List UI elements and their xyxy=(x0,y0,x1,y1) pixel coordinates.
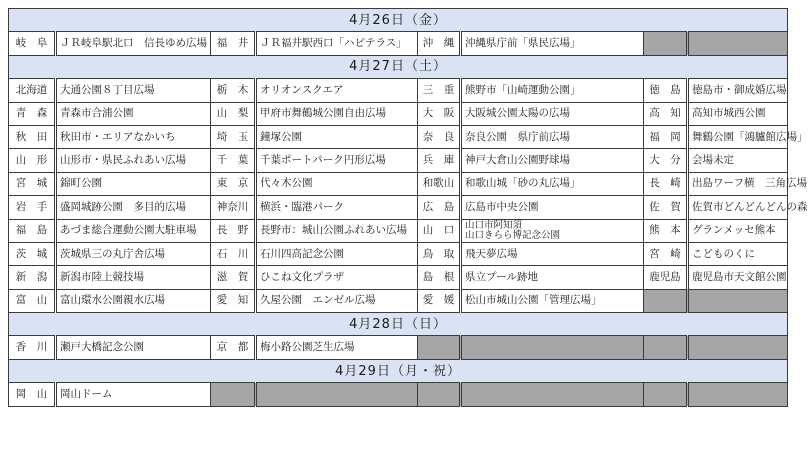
prefecture-cell: 茨 城 xyxy=(9,242,56,265)
schedule-sheet xyxy=(8,8,808,407)
venue-cell: 代々木公園 xyxy=(256,172,418,195)
prefecture-cell: 福 島 xyxy=(9,219,56,242)
prefecture-cell: 福 井 xyxy=(211,32,256,55)
table-row xyxy=(9,289,788,312)
venue-cell: 茨城県三の丸庁舎広場 xyxy=(56,242,211,265)
venue-cell: 岡山ドーム xyxy=(56,383,211,406)
prefecture-cell: 熊 本 xyxy=(644,219,688,242)
venue-cell: ＪＲ福井駅西口「ハピテラス」 xyxy=(256,32,418,55)
prefecture-cell: 青 森 xyxy=(9,102,56,125)
venue-cell: 長野市：城山公園ふれあい広場 xyxy=(256,219,418,242)
venue-cell: 梅小路公園芝生広場 xyxy=(256,336,418,359)
prefecture-cell: 広 島 xyxy=(418,196,461,219)
prefecture-cell: 岡 山 xyxy=(9,383,56,406)
date-header-row xyxy=(9,313,788,336)
venue-cell: グランメッセ熊本 xyxy=(688,219,788,242)
prefecture-cell: 千 葉 xyxy=(211,149,256,172)
table-row xyxy=(9,172,788,195)
venue-cell: 瀬戸大橋記念公園 xyxy=(56,336,211,359)
date-header: 4月27日（土） xyxy=(9,55,788,78)
venue-cell: 大阪城公園太陽の広場 xyxy=(461,102,644,125)
venue-cell: 鐘塚公園 xyxy=(256,125,418,148)
table-row xyxy=(9,196,788,219)
prefecture-cell: 香 川 xyxy=(9,336,56,359)
prefecture-cell: 北海道 xyxy=(9,79,56,102)
venue-cell: 飛天夢広場 xyxy=(461,242,644,265)
prefecture-cell: 鳥 取 xyxy=(418,242,461,265)
venue-cell: 徳島市・御成婚広場 xyxy=(688,79,788,102)
venue-schedule-table xyxy=(8,8,808,407)
prefecture-cell: 和歌山 xyxy=(418,172,461,195)
venue-cell: あづま総合運動公園大駐車場 xyxy=(56,219,211,242)
venue-cell: 和歌山城「砂の丸広場」 xyxy=(461,172,644,195)
prefecture-cell: 兵 庫 xyxy=(418,149,461,172)
venue-cell: 鹿児島市天文館公園 xyxy=(688,266,788,289)
prefecture-cell: 石 川 xyxy=(211,242,256,265)
prefecture-cell: 滋 賀 xyxy=(211,266,256,289)
prefecture-cell: 山 梨 xyxy=(211,102,256,125)
prefecture-cell: 京 都 xyxy=(211,336,256,359)
date-header: 4月28日（日） xyxy=(9,313,788,336)
prefecture-cell: 鹿児島 xyxy=(644,266,688,289)
venue-cell: こどものくに xyxy=(688,242,788,265)
prefecture-cell: 新 潟 xyxy=(9,266,56,289)
prefecture-cell: 秋 田 xyxy=(9,125,56,148)
venue-cell: 甲府市舞鶴城公園自由広場 xyxy=(256,102,418,125)
empty-cell xyxy=(418,383,461,406)
prefecture-cell: 奈 良 xyxy=(418,125,461,148)
prefecture-cell: 愛 媛 xyxy=(418,289,461,312)
venue-cell: 出島ワーフ横 三角広場 xyxy=(688,172,788,195)
venue-cell: 横浜・臨港パーク xyxy=(256,196,418,219)
empty-cell xyxy=(644,32,688,55)
venue-cell: 熊野市「山崎運動公園」 xyxy=(461,79,644,102)
table-row xyxy=(9,383,788,406)
venue-cell xyxy=(461,219,644,242)
table-row xyxy=(9,336,788,359)
venue-cell: 高知市城西公園 xyxy=(688,102,788,125)
empty-cell xyxy=(418,336,461,359)
venue-cell: 松山市城山公園「管理広場」 xyxy=(461,289,644,312)
prefecture-cell: 佐 賀 xyxy=(644,196,688,219)
empty-cell xyxy=(644,336,688,359)
prefecture-cell: 大 分 xyxy=(644,149,688,172)
venue-cell: 青森市合浦公園 xyxy=(56,102,211,125)
venue-line: 山口きらら博記念公園 xyxy=(465,229,561,241)
prefecture-cell: 神奈川 xyxy=(211,196,256,219)
table-row xyxy=(9,219,788,242)
empty-cell xyxy=(461,336,644,359)
prefecture-cell: 宮 城 xyxy=(9,172,56,195)
prefecture-cell: 沖 縄 xyxy=(418,32,461,55)
prefecture-cell: 長 野 xyxy=(211,219,256,242)
empty-cell xyxy=(644,383,688,406)
venue-cell: 会場未定 xyxy=(688,149,788,172)
date-header: 4月26日（金） xyxy=(9,9,788,32)
empty-cell xyxy=(688,336,788,359)
prefecture-cell: 山 形 xyxy=(9,149,56,172)
venue-cell: 広島市中央公園 xyxy=(461,196,644,219)
table-row xyxy=(9,266,788,289)
table-row xyxy=(9,149,788,172)
venue-cell: 山形市・県民ふれあい広場 xyxy=(56,149,211,172)
empty-cell xyxy=(644,289,688,312)
date-header-row xyxy=(9,9,788,32)
prefecture-cell: 岐 阜 xyxy=(9,32,56,55)
empty-cell xyxy=(256,383,418,406)
venue-cell: 沖縄県庁前「県民広場」 xyxy=(461,32,644,55)
venue-cell: 千葉ポートパーク円形広場 xyxy=(256,149,418,172)
table-row xyxy=(9,125,788,148)
table-row xyxy=(9,242,788,265)
prefecture-cell: 三 重 xyxy=(418,79,461,102)
venue-cell: 大通公園８丁目広場 xyxy=(56,79,211,102)
prefecture-cell: 岩 手 xyxy=(9,196,56,219)
prefecture-cell: 宮 崎 xyxy=(644,242,688,265)
venue-line: 山口市阿知須 xyxy=(465,219,523,231)
prefecture-cell: 長 崎 xyxy=(644,172,688,195)
empty-cell xyxy=(461,383,644,406)
table-row xyxy=(9,102,788,125)
venue-cell: ＪＲ岐阜駅北口 信長ゆめ広場 xyxy=(56,32,211,55)
venue-cell: 奈良公園 県庁前広場 xyxy=(461,125,644,148)
venue-cell: 久屋公園 エンゼル広場 xyxy=(256,289,418,312)
venue-cell: 富山環水公園親水広場 xyxy=(56,289,211,312)
date-header-row xyxy=(9,359,788,382)
prefecture-cell: 福 岡 xyxy=(644,125,688,148)
prefecture-cell: 富 山 xyxy=(9,289,56,312)
empty-cell xyxy=(688,383,788,406)
venue-cell: 県立プール跡地 xyxy=(461,266,644,289)
venue-cell: 秋田市・エリアなかいち xyxy=(56,125,211,148)
venue-cell: 新潟市陸上競技場 xyxy=(56,266,211,289)
prefecture-cell: 徳 島 xyxy=(644,79,688,102)
prefecture-cell: 高 知 xyxy=(644,102,688,125)
prefecture-cell: 東 京 xyxy=(211,172,256,195)
prefecture-cell: 山 口 xyxy=(418,219,461,242)
venue-cell: 舞鶴公園「鴻臚館広場」 xyxy=(688,125,788,148)
venue-cell: 錦町公園 xyxy=(56,172,211,195)
prefecture-cell: 大 阪 xyxy=(418,102,461,125)
table-row xyxy=(9,32,788,55)
empty-cell xyxy=(211,383,256,406)
venue-cell: 佐賀市どんどんどんの森 xyxy=(688,196,788,219)
venue-cell: オリオンスクエア xyxy=(256,79,418,102)
empty-cell xyxy=(688,32,788,55)
prefecture-cell: 栃 木 xyxy=(211,79,256,102)
prefecture-cell: 島 根 xyxy=(418,266,461,289)
table-row xyxy=(9,79,788,102)
date-header: 4月29日（月・祝） xyxy=(9,359,788,382)
prefecture-cell: 愛 知 xyxy=(211,289,256,312)
date-header-row xyxy=(9,55,788,78)
prefecture-cell: 埼 玉 xyxy=(211,125,256,148)
venue-cell: 石川四高記念公園 xyxy=(256,242,418,265)
venue-cell: 神戸大倉山公園野球場 xyxy=(461,149,644,172)
venue-cell: ひこね文化プラザ xyxy=(256,266,418,289)
venue-cell: 盛岡城跡公園 多目的広場 xyxy=(56,196,211,219)
empty-cell xyxy=(688,289,788,312)
